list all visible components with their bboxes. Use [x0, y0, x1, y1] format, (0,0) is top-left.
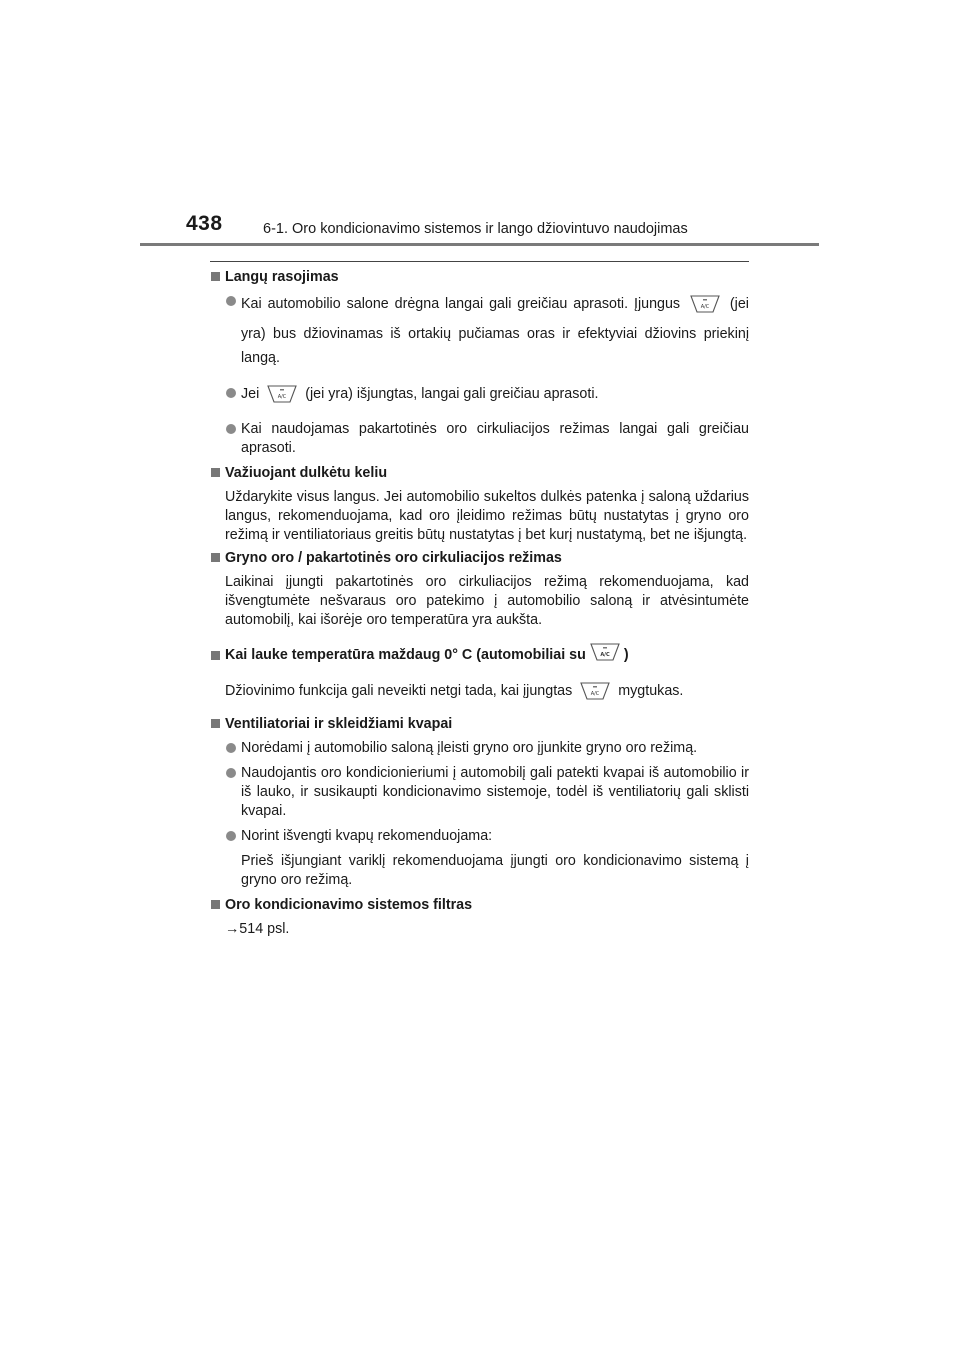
section-low-temperature: Kai lauke temperatūra maždaug 0° C (automobiliai su A/C ) Džiovinimo funkcija gali neveikti netgi tada, kai įjungtas A/C mygtukas. [210, 642, 749, 707]
section-windows-fogging [210, 268, 749, 458]
section-ac-filter [210, 896, 749, 939]
list-item: Naudojantis oro kondicionieriumi į automobilį gali patekti kvapai iš automobilio ir iš lauko, ir susikaupti kondicionavimo sistemoje, todėl iš ventiliatorių gali sklisti kvapai. [225, 764, 749, 821]
section-marker-icon [211, 272, 220, 281]
svg-text:A/C: A/C [700, 304, 710, 310]
section-title: Važiuojant dulkėtu keliu [225, 465, 388, 481]
list-item: Kai automobilio salone drėgna langai gali greičiau aprasoti. Įjungus A/C (jei yra) bus džiovinamas iš ortakių pučiamas oras ir efektyviai džiovins priekinį langą. [225, 292, 749, 370]
bullet-icon [226, 831, 236, 841]
section-body: Uždarykite visus langus. Jei automobilio sukeltos dulkės patenka į saloną uždarius langus, rekomenduojama, kad oro įleidimo režimas būtų nustatytas į gryno oro režimą ir ventiliatoriaus greitis būtų nustatytas į bet kurį nustatymą, bet ne išjungtą. [225, 489, 749, 543]
section-body: Džiovinimo funkcija gali neveikti netgi tada, kai įjungtas A/C mygtukas. [210, 681, 749, 707]
bullet-icon [226, 388, 236, 398]
section-title: Oro kondicionavimo sistemos filtras [225, 897, 473, 913]
svg-text:A/C: A/C [590, 691, 600, 697]
section-marker-icon [211, 719, 220, 728]
list-item: Norint išvengti kvapų rekomenduojama: [225, 827, 749, 846]
section-dusty-road [210, 464, 749, 545]
section-marker-icon [211, 553, 220, 562]
list-item: Norėdami į automobilio saloną įleisti gryno oro įjunkite gryno oro režimą. [225, 739, 749, 758]
section-body: Laikinai įjungti pakartotinės oro cirkuliacijos režimą rekomenduojama, kad išvengtumėte nešvaraus oro patekimo į automobilio saloną ir atvėsintumėte automobilį, kai išorėje oro temperatūra yra aukšta. [225, 574, 749, 628]
ac-button-icon [689, 294, 721, 322]
bullet-icon [226, 424, 236, 434]
section-title: Ventiliatoriai ir skleidžiami kvapai [225, 716, 453, 732]
svg-text:A/C: A/C [600, 652, 610, 658]
section-marker-icon [211, 651, 220, 660]
section-fans-odors [210, 715, 749, 890]
header-rule [140, 243, 819, 246]
section-marker-icon [211, 900, 220, 909]
bullet-icon [226, 768, 236, 778]
ac-button-icon [579, 681, 611, 707]
bullet-icon [226, 296, 236, 306]
list-item: Kai naudojamas pakartotinės oro cirkuliacijos režimas langai gali greičiau aprasoti. [225, 420, 749, 458]
ac-button-icon [266, 384, 298, 410]
list-item: Jei A/C (jei yra) išjungtas, langai gali greičiau aprasoti. [225, 384, 749, 410]
section-title: Gryno oro / pakartotinės oro cirkuliacijos režimas [225, 550, 562, 566]
ac-button-icon [589, 642, 621, 668]
page-number: 438 [186, 212, 223, 235]
section-marker-icon [211, 468, 220, 477]
sub-paragraph: Prieš išjungiant variklį rekomenduojama įjungti oro kondicionavimo sistemą į gryno oro režimą. [241, 853, 749, 888]
page-content [210, 261, 749, 939]
section-fresh-recirculate [210, 549, 749, 630]
chapter-title: 6-1. Oro kondicionavimo sistemos ir lango džiovintuvo naudojimas [263, 221, 688, 237]
section-title: Langų rasojimas [225, 269, 339, 285]
svg-text:A/C: A/C [277, 394, 287, 400]
bullet-icon [226, 743, 236, 753]
section-title: Kai lauke temperatūra maždaug 0° C (automobiliai su [225, 646, 586, 663]
page-reference-link[interactable]: →514 psl. [225, 921, 290, 937]
